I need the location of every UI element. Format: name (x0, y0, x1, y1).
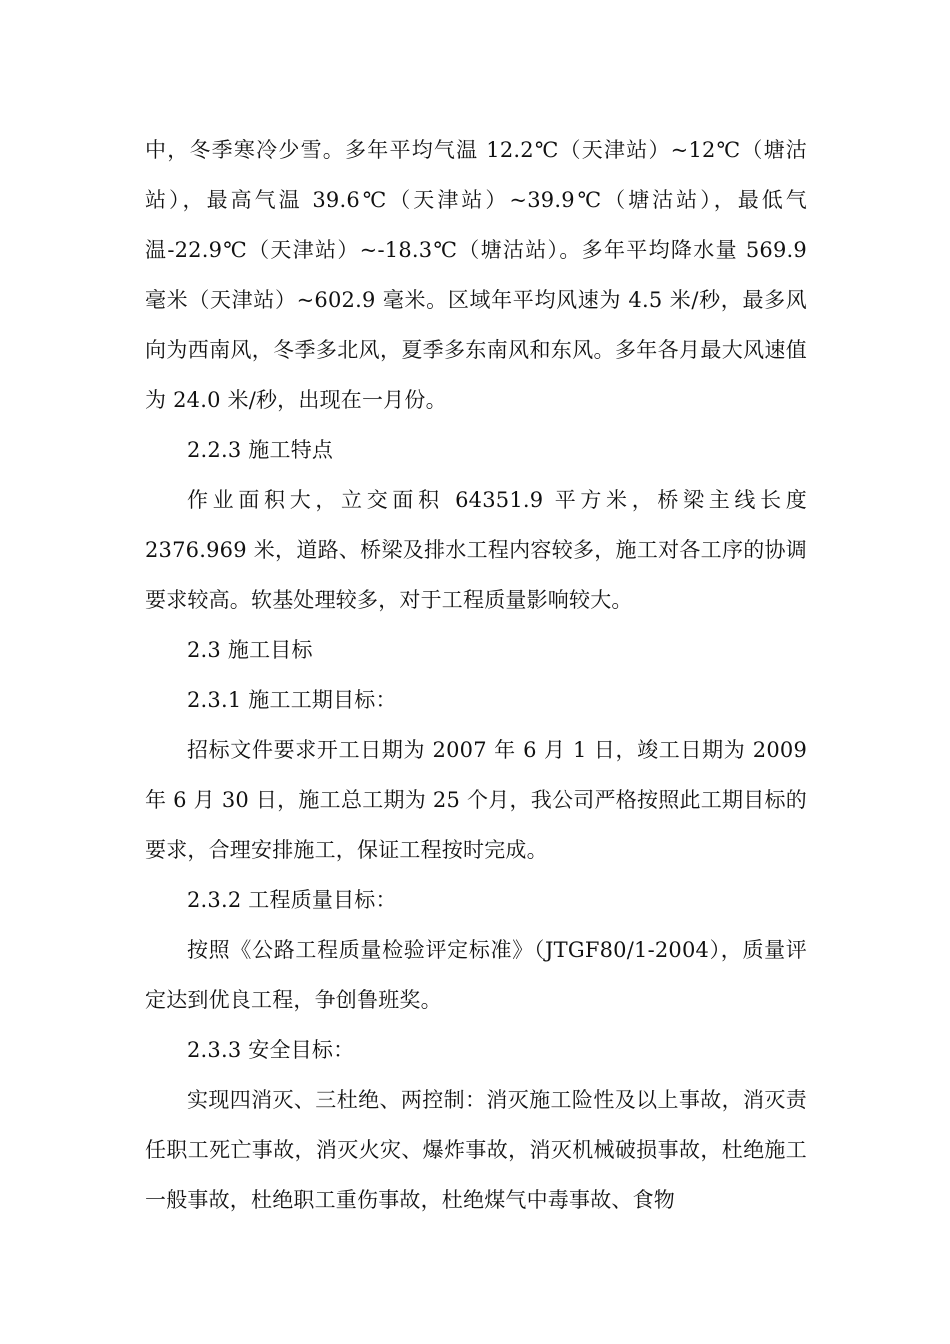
paragraph-construction-features: 作业面积大，立交面积 64351.9 平方米，桥梁主线长度 2376.969 米，道路、桥梁及排水工程内容较多，施工对各工序的协调要求较高。软基处理较多，对于工程质量影响较大。 (145, 488, 807, 612)
paragraph-climate: 中，冬季寒冷少雪。多年平均气温 12.2℃（天津站）~12℃（塘沽站），最高气温 39.6℃（天津站）~39.9℃（塘沽站），最低气温-22.9℃（天津站）~-18.3℃（塘沽站）。多年平均降水量 569.9 毫米（天津站）~602.9 毫米。区域年平均风速为 4.5 米/秒，最多风向为西南风，冬季多北风，夏季多东南风和东风。多年各月最大风速值为 24.0 米/秒，出现在一月份。 (145, 138, 807, 412)
paragraph-safety-target: 实现四消灭、三杜绝、两控制：消灭施工险性及以上事故，消灭责任职工死亡事故，消灭火灾、爆炸事故，消灭机械破损事故，杜绝施工一般事故，杜绝职工重伤事故，杜绝煤气中毒事故、食物 (145, 1088, 807, 1212)
paragraph-quality-target: 按照《公路工程质量检验评定标准》（JTGF80/1-2004），质量评定达到优良工程，争创鲁班奖。 (145, 938, 807, 1012)
heading-2-3-1: 2.3.1 施工工期目标： (187, 688, 397, 712)
heading-2-3-2: 2.3.2 工程质量目标： (187, 888, 397, 912)
document-body (145, 125, 807, 1225)
paragraph-schedule-target: 招标文件要求开工日期为 2007 年 6 月 1 日，竣工日期为 2009 年 6 月 30 日，施工总工期为 25 个月，我公司严格按照此工期目标的要求，合理安排施工，保证工程按时完成。 (145, 738, 807, 862)
heading-2-3: 2.3 施工目标 (187, 638, 313, 662)
heading-2-2-3: 2.2.3 施工特点 (187, 438, 334, 462)
heading-2-3-3: 2.3.3 安全目标： (187, 1038, 355, 1062)
